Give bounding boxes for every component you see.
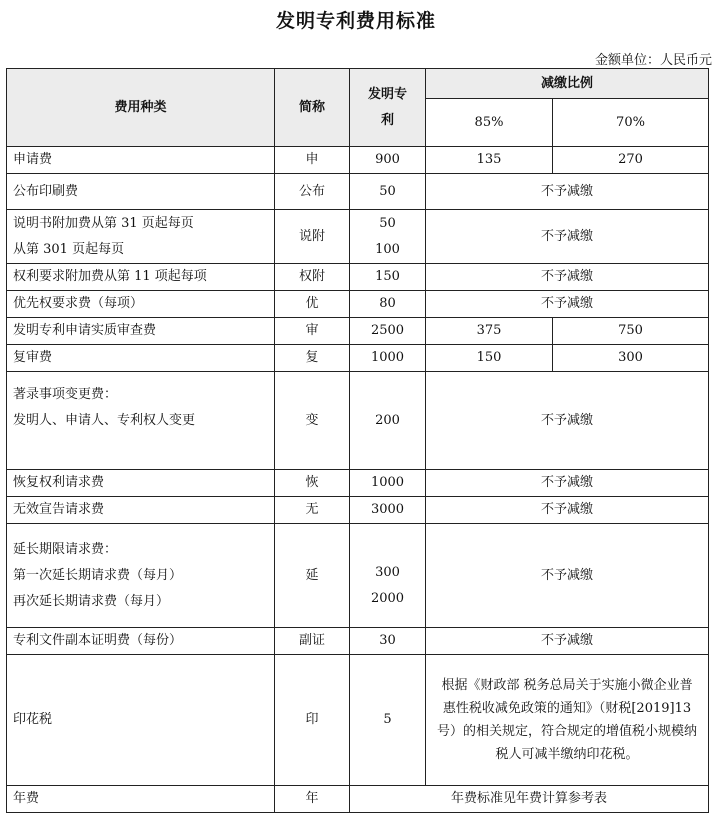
fee-amount-line: 300 [375, 564, 400, 580]
fee-name-line: 从第 301 页起每页 [13, 241, 125, 257]
fee-amount-line: 100 [375, 241, 400, 257]
currency-unit-label: 金额单位：人民币元 [594, 53, 712, 68]
fee-abbr: 变 [275, 372, 350, 470]
reduction-note: 不予减缴 [426, 524, 709, 628]
reduction-70: 300 [553, 345, 709, 372]
reduction-note: 不予减缴 [426, 264, 709, 291]
fee-name-line: 说明书附加费从第 31 页起每页 [13, 215, 194, 231]
fee-abbr: 权附 [275, 264, 350, 291]
reduction-85: 375 [426, 318, 553, 345]
header-category: 费用种类 [7, 69, 275, 147]
fee-amount: 3000 [350, 497, 426, 524]
fee-name-line: 第一次延长期请求费（每月） [13, 567, 183, 583]
fee-amount: 30 [350, 628, 426, 655]
reduction-note: 不予减缴 [426, 210, 709, 264]
reduction-70: 750 [553, 318, 709, 345]
fee-amount [350, 524, 426, 628]
fee-name: 印花税 [7, 655, 275, 786]
table-row [7, 291, 709, 318]
reduction-85: 150 [426, 345, 553, 372]
fee-name: 恢复权利请求费 [7, 470, 275, 497]
stamp-tax-note: 根据《财政部 税务总局关于实施小微企业普惠性税收减免政策的通知》（财税[2019]13 号）的相关规定，符合规定的增值税小规模纳税人可减半缴纳印花税。 [426, 655, 709, 786]
fee-abbr: 说附 [275, 210, 350, 264]
reduction-note: 不予减缴 [426, 372, 709, 470]
fee-name: 复审费 [7, 345, 275, 372]
fee-amount: 200 [350, 372, 426, 470]
fee-abbr: 公布 [275, 174, 350, 210]
fee-abbr: 恢 [275, 470, 350, 497]
reduction-note: 不予减缴 [426, 291, 709, 318]
fee-name [7, 210, 275, 264]
reduction-note: 不予减缴 [426, 497, 709, 524]
header-70pct: 70% [553, 99, 709, 147]
table-row [7, 210, 709, 264]
fee-name-line: 再次延长期请求费（每月） [13, 593, 170, 609]
table-row [7, 372, 709, 470]
fee-name: 优先权要求费（每项） [7, 291, 275, 318]
table-header-row [7, 69, 709, 99]
fee-amount: 50 [350, 174, 426, 210]
header-invention-line1: 发明专 [367, 86, 407, 102]
fee-amount [350, 210, 426, 264]
fee-abbr: 无 [275, 497, 350, 524]
fee-amount: 5 [350, 655, 426, 786]
fee-amount: 900 [350, 147, 426, 174]
fee-name [7, 524, 275, 628]
fee-name-line: 著录事项变更费： [13, 387, 118, 402]
fee-amount: 80 [350, 291, 426, 318]
table-row [7, 264, 709, 291]
reduction-70: 270 [553, 147, 709, 174]
header-abbr: 简称 [275, 69, 350, 147]
fee-name: 权利要求附加费从第 11 项起每项 [7, 264, 275, 291]
table-row [7, 147, 709, 174]
reduction-note: 不予减缴 [426, 628, 709, 655]
fee-abbr: 申 [275, 147, 350, 174]
fee-abbr: 复 [275, 345, 350, 372]
fee-name: 发明专利申请实质审查费 [7, 318, 275, 345]
reduction-note: 不予减缴 [426, 174, 709, 210]
header-85pct: 85% [426, 99, 553, 147]
fee-name: 专利文件副本证明费（每份） [7, 628, 275, 655]
table-row [7, 524, 709, 628]
fee-name: 申请费 [7, 147, 275, 174]
fee-abbr: 延 [275, 524, 350, 628]
fee-name: 公布印刷费 [7, 174, 275, 210]
fee-name: 无效宣告请求费 [7, 497, 275, 524]
reduction-85: 135 [426, 147, 553, 174]
table-row [7, 628, 709, 655]
fee-amount-line: 50 [379, 215, 396, 231]
fee-amount: 1000 [350, 470, 426, 497]
fee-amount: 2500 [350, 318, 426, 345]
fee-abbr: 印 [275, 655, 350, 786]
annual-fee-note: 年费标准见年费计算参考表 [350, 786, 709, 813]
fee-name-line: 延长期限请求费： [13, 541, 118, 557]
table-row [7, 497, 709, 524]
fee-name [7, 372, 275, 470]
table-row [7, 174, 709, 210]
fee-abbr: 优 [275, 291, 350, 318]
fee-amount: 150 [350, 264, 426, 291]
fee-abbr: 审 [275, 318, 350, 345]
fee-abbr: 副证 [275, 628, 350, 655]
fee-amount-line: 2000 [370, 590, 405, 606]
header-reduction: 减缴比例 [426, 69, 709, 99]
fee-name-line: 发明人、申请人、专利权人变更 [13, 413, 196, 428]
fee-amount: 1000 [350, 345, 426, 372]
table-row [7, 470, 709, 497]
fee-table [6, 68, 709, 813]
fee-abbr: 年 [275, 786, 350, 813]
table-row [7, 655, 709, 786]
page-title: 发明专利费用标准 [275, 10, 436, 32]
table-row [7, 345, 709, 372]
fee-name: 年费 [7, 786, 275, 813]
table-row [7, 318, 709, 345]
reduction-note: 不予减缴 [426, 470, 709, 497]
header-invention [350, 69, 426, 147]
header-invention-line2: 利 [380, 112, 394, 128]
table-row [7, 786, 709, 813]
